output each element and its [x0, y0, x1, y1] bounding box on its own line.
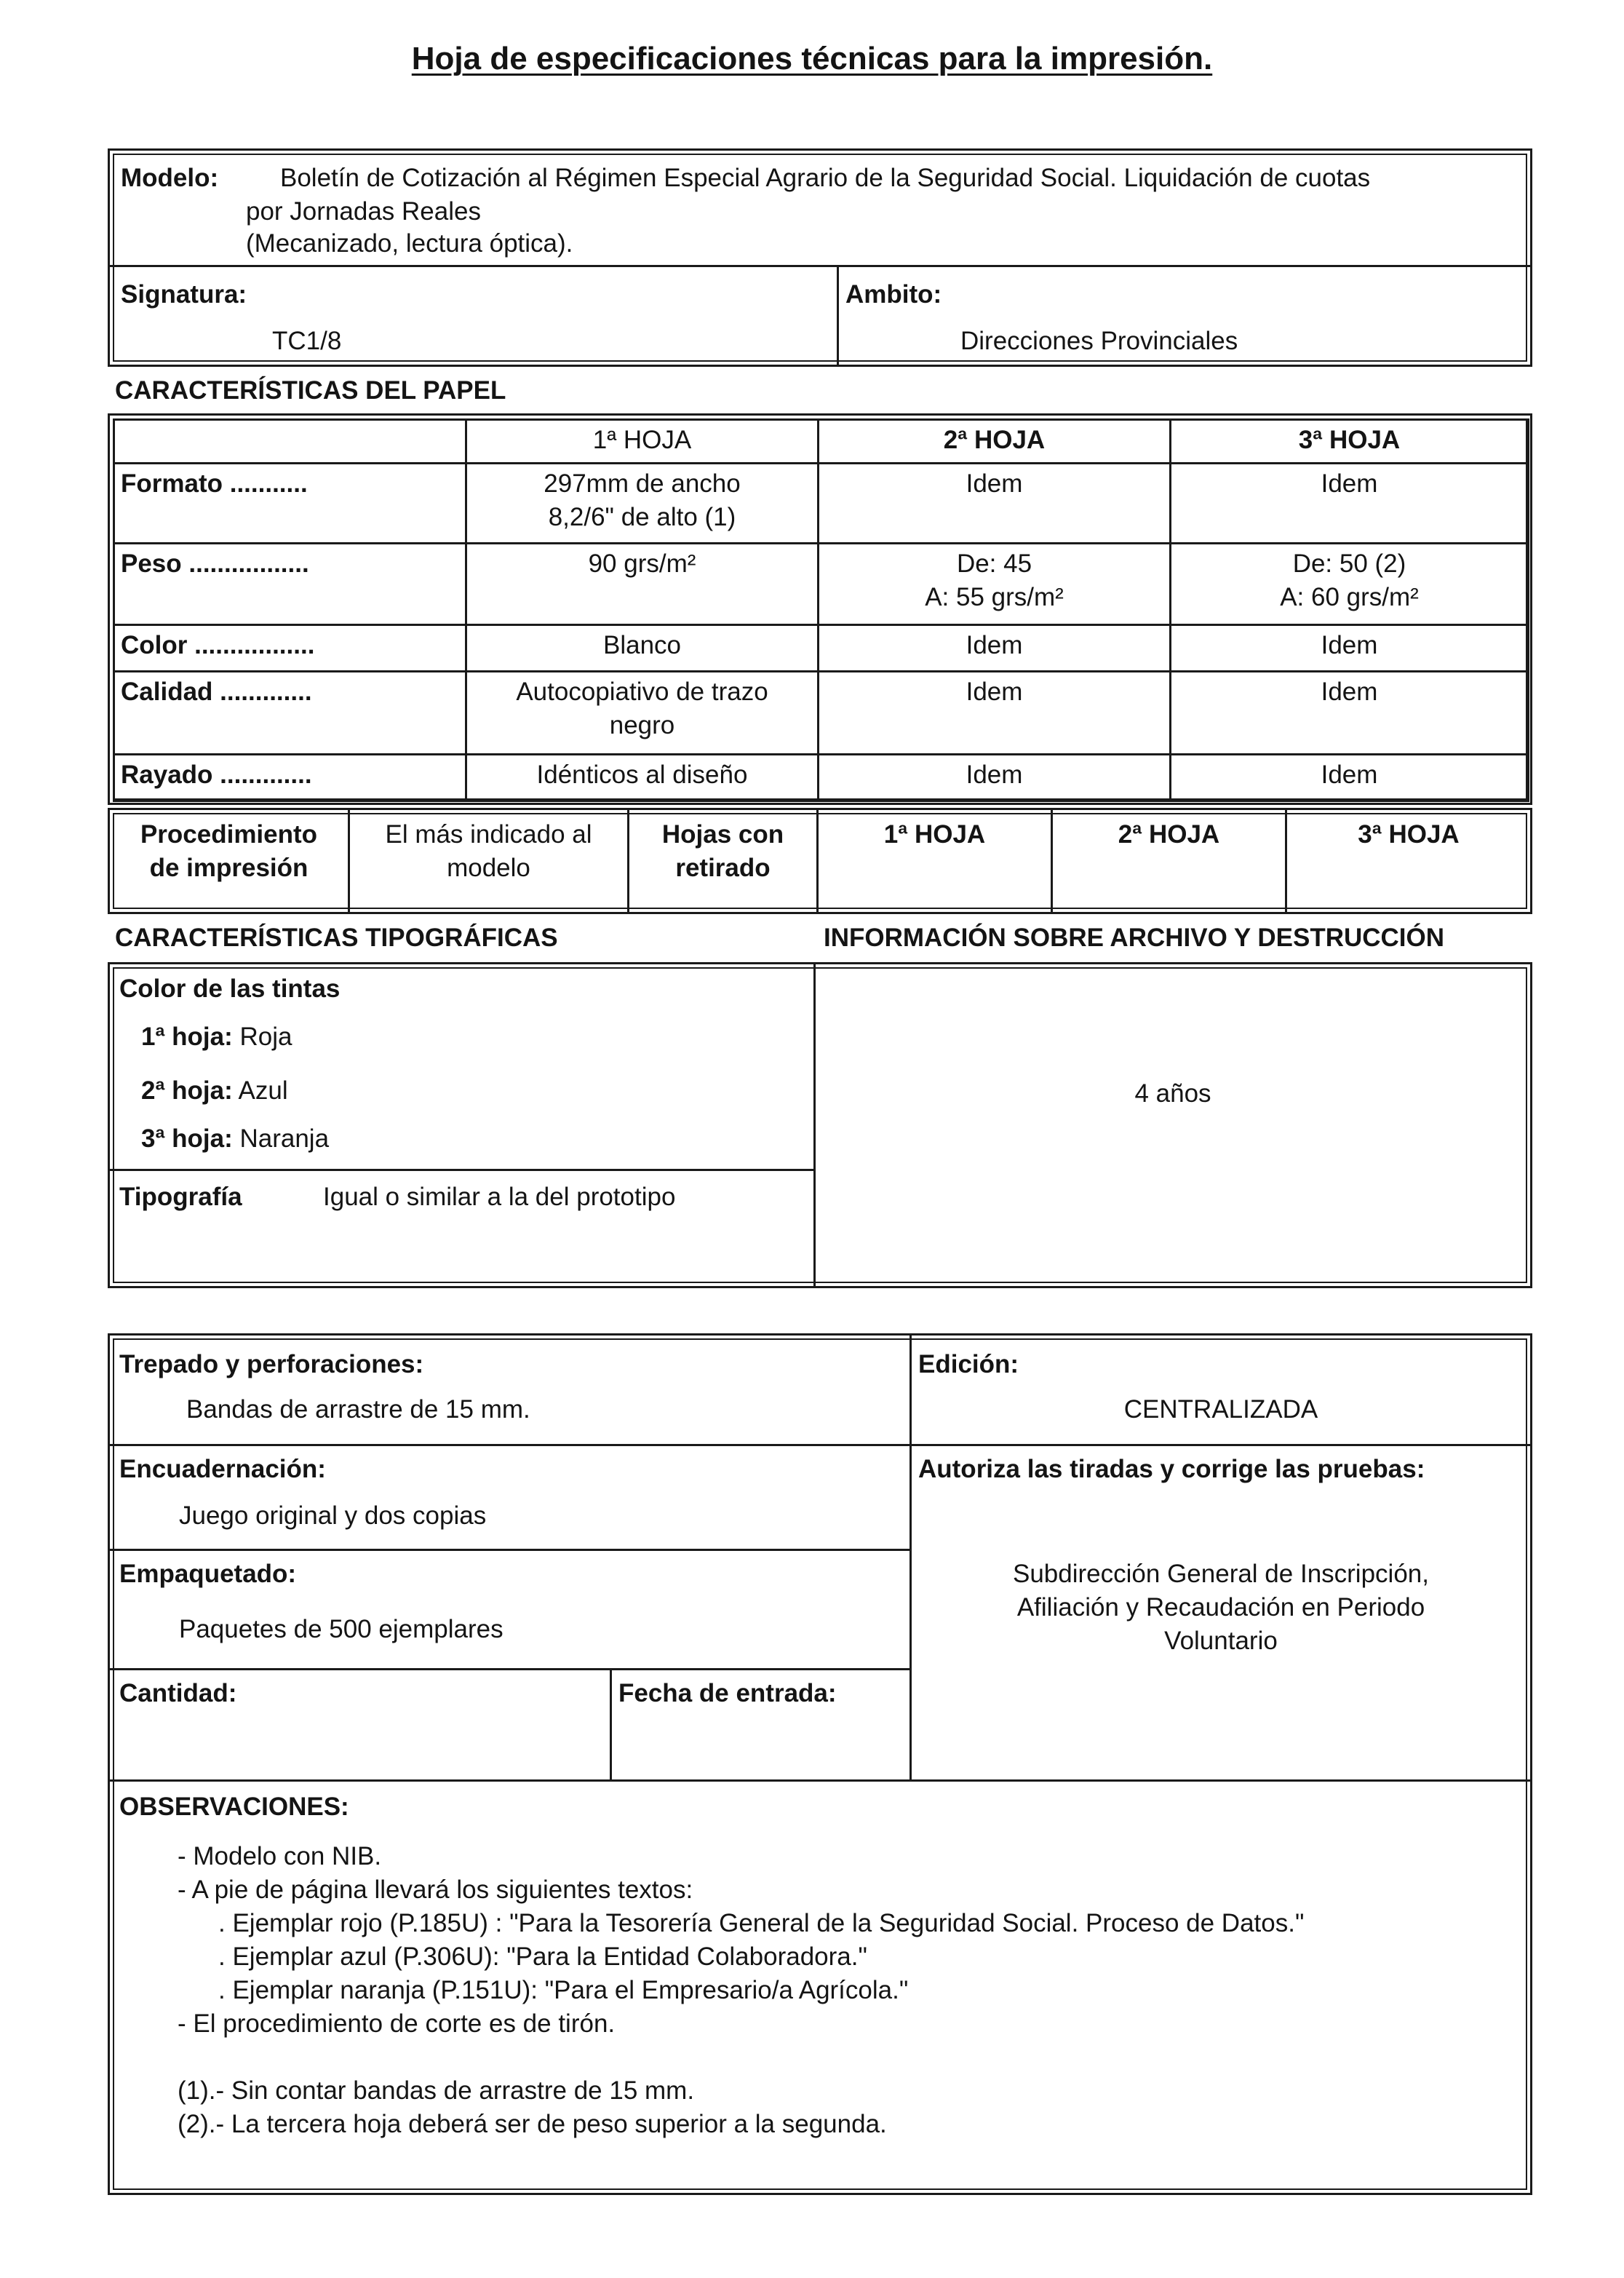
- divider: [610, 1668, 612, 1779]
- edicion-label: Edición:: [918, 1350, 1019, 1378]
- empty-cell: [114, 420, 466, 464]
- signatura-value: TC1/8: [272, 327, 342, 355]
- papel-row-rayado: [114, 755, 1529, 801]
- tinta-hoja-label: 3ª hoja:: [141, 1124, 233, 1153]
- cell-line: negro: [609, 711, 675, 740]
- divider: [813, 964, 816, 1286]
- tinta-row-3: [141, 1122, 329, 1156]
- empaquetado-label: Empaquetado:: [119, 1560, 297, 1588]
- archivo-heading: INFORMACIÓN SOBRE ARCHIVO Y DESTRUCCIÓN: [824, 924, 1445, 952]
- row-label: Rayado .............: [114, 755, 466, 801]
- papel-row-peso: [114, 544, 1529, 625]
- cell-line: Idem: [1321, 678, 1378, 706]
- ambito-label: Ambito:: [845, 280, 942, 309]
- autoriza-value: [912, 1557, 1530, 1659]
- procedimiento-value-line-1: El más indicado al: [385, 820, 592, 849]
- cell-line: Idem: [966, 761, 1023, 789]
- observacion-line: [178, 2041, 1502, 2074]
- tinta-value: Naranja: [239, 1124, 330, 1153]
- cantidad-label: Cantidad:: [119, 1679, 237, 1707]
- divider: [110, 1444, 1530, 1446]
- row-label: Calidad .............: [114, 672, 466, 755]
- divider: [110, 1779, 1530, 1782]
- row-label: Peso .................: [114, 544, 466, 625]
- cell-line: A: 60 grs/m²: [1280, 583, 1419, 612]
- row-label: Formato ...........: [114, 464, 466, 544]
- tinta-value: Azul: [238, 1076, 288, 1105]
- ambito-value: Direcciones Provinciales: [960, 327, 1238, 355]
- procedimiento-value: [350, 818, 627, 885]
- papel-row-formato: [114, 464, 1529, 544]
- cell-line: 297mm de ancho: [544, 469, 741, 498]
- observacion-line: - El procedimiento de corte es de tirón.: [178, 2009, 616, 2038]
- procedimiento-label: [110, 818, 348, 885]
- tipografia-value: Igual o similar a la del prototipo: [323, 1183, 676, 1211]
- divider: [110, 1668, 909, 1670]
- cell-line: De: 45: [956, 549, 1032, 578]
- trepado-label: Trepado y perforaciones:: [119, 1350, 424, 1378]
- retirado-hoja-2: 2ª HOJA: [1118, 820, 1220, 849]
- tintas-label: Color de las tintas: [119, 975, 341, 1003]
- cell-line: Idem: [966, 678, 1023, 706]
- archivo-value: 4 años: [1134, 1079, 1211, 1108]
- hojas-retirado-label: [629, 818, 816, 885]
- procedimiento-label-line-2: de impresión: [149, 854, 309, 883]
- encuadernacion-value: Juego original y dos copias: [179, 1501, 487, 1530]
- modelo-line-2: por Jornadas Reales: [246, 197, 481, 226]
- col-header-2: 2ª HOJA: [819, 420, 1171, 464]
- col-header-1: 1ª HOJA: [466, 420, 819, 464]
- cell-line: Idénticos al diseño: [536, 761, 748, 789]
- tipograficas-heading: CARACTERÍSTICAS TIPOGRÁFICAS: [115, 924, 558, 952]
- cell-line: Idem: [1321, 631, 1378, 659]
- cell-line: Idem: [966, 469, 1023, 498]
- procedimiento-value-line-2: modelo: [447, 854, 530, 883]
- autoriza-line-2: Afiliación y Recaudación en Periodo: [1016, 1593, 1425, 1622]
- papel-row-calidad: [114, 672, 1529, 755]
- divider: [110, 265, 1530, 267]
- row-label: Color .................: [114, 625, 466, 672]
- tinta-value: Roja: [239, 1023, 292, 1051]
- trepado-value: Bandas de arrastre de 15 mm.: [186, 1395, 530, 1424]
- modelo-line-3: (Mecanizado, lectura óptica).: [246, 229, 573, 258]
- tinta-hoja-label: 1ª hoja:: [141, 1023, 233, 1051]
- papel-header-row: [114, 420, 1529, 464]
- divider: [110, 1169, 813, 1171]
- observacion-line: . Ejemplar naranja (P.151U): "Para el Empresario/a Agrícola.": [218, 1976, 909, 2004]
- cell-line: De: 50 (2): [1292, 549, 1406, 578]
- divider: [837, 265, 839, 367]
- cell-line: Idem: [1321, 761, 1378, 789]
- empaquetado-value: Paquetes de 500 ejemplares: [179, 1615, 503, 1643]
- papel-row-color: [114, 625, 1529, 672]
- cell-line: Blanco: [602, 631, 682, 659]
- retirado-hoja-1: 1ª HOJA: [883, 820, 986, 849]
- tinta-row-2: [141, 1074, 288, 1108]
- observacion-line: - A pie de página llevará los siguientes textos:: [178, 1876, 693, 1904]
- hojas-line-2: retirado: [675, 854, 771, 883]
- tinta-hoja-label: 2ª hoja:: [141, 1076, 233, 1105]
- divider: [110, 1549, 909, 1551]
- autoriza-line-1: Subdirección General de Inscripción,: [1013, 1560, 1429, 1588]
- observacion-line: (2).- La tercera hoja deberá ser de peso superior a la segunda.: [178, 2110, 887, 2138]
- cell-line: 90 grs/m²: [588, 549, 696, 578]
- col-header-3: 3ª HOJA: [1171, 420, 1529, 464]
- tinta-row-1: [141, 1020, 292, 1054]
- papel-heading: CARACTERÍSTICAS DEL PAPEL: [115, 376, 506, 405]
- fecha-entrada-label: Fecha de entrada:: [618, 1679, 837, 1707]
- edicion-value: CENTRALIZADA: [1123, 1395, 1318, 1424]
- cell-line: A: 55 grs/m²: [925, 583, 1064, 612]
- tipografia-label: Tipografía: [119, 1183, 242, 1211]
- cell-line: Idem: [966, 631, 1023, 659]
- observacion-line: . Ejemplar rojo (P.185U) : "Para la Tesorería General de la Seguridad Social. Proceso de Datos.": [218, 1909, 1305, 1937]
- cell-line: Autocopiativo de trazo: [516, 678, 768, 706]
- hojas-line-1: Hojas con: [661, 820, 784, 849]
- papel-table: [113, 418, 1529, 802]
- observacion-line: . Ejemplar azul (P.306U): "Para la Entidad Colaboradora.": [218, 1942, 867, 1971]
- observaciones-list: [178, 1840, 1502, 2141]
- retirado-hoja-3: 3ª HOJA: [1358, 820, 1460, 849]
- modelo-line-1: Boletín de Cotización al Régimen Especial Agrario de la Seguridad Social. Liquidación de cuotas: [280, 164, 1371, 192]
- encuadernacion-label: Encuadernación:: [119, 1455, 326, 1483]
- observacion-line: (1).- Sin contar bandas de arrastre de 15 mm.: [178, 2076, 695, 2105]
- cell-line: Idem: [1321, 469, 1378, 498]
- autoriza-line-3: Voluntario: [1164, 1627, 1278, 1656]
- observaciones-label: OBSERVACIONES:: [119, 1793, 349, 1821]
- cell-line: 8,2/6" de alto (1): [548, 503, 736, 532]
- signatura-label: Signatura:: [121, 280, 247, 309]
- page-title: Hoja de especificaciones técnicas para la impresión.: [411, 41, 1213, 76]
- modelo-label: Modelo:: [121, 164, 219, 192]
- observacion-line: - Modelo con NIB.: [178, 1842, 382, 1870]
- autoriza-label: Autoriza las tiradas y corrige las pruebas:: [918, 1455, 1425, 1483]
- procedimiento-label-line-1: Procedimiento: [140, 820, 318, 849]
